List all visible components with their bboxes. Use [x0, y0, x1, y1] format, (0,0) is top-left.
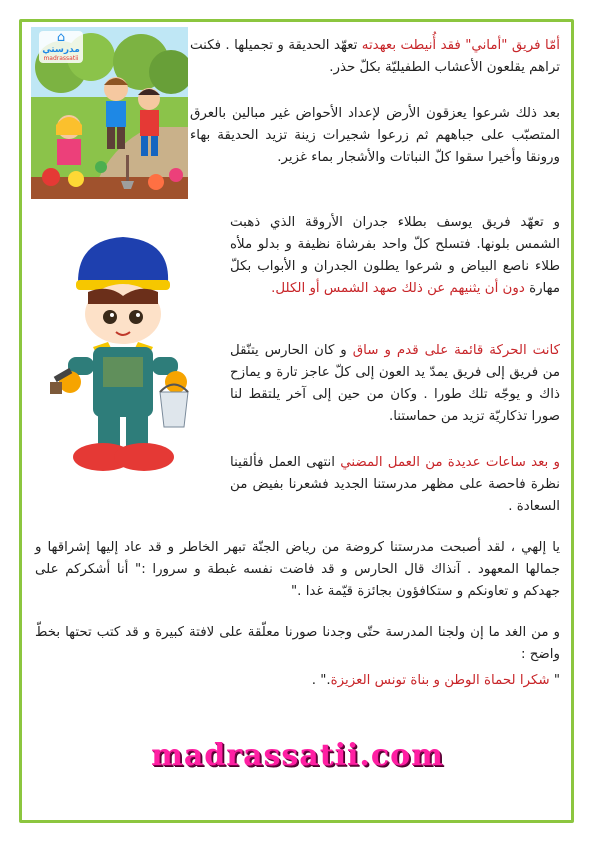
paragraph-6: [35, 537, 560, 603]
p8-open: ": [549, 673, 560, 688]
garden-illustration: [31, 27, 188, 199]
painter-boy-icon: [48, 222, 198, 482]
logo-latin: madrassatii: [43, 55, 79, 62]
p8-red: شكرا لحماة الوطن و بناة تونس العزيزة: [330, 673, 550, 688]
p1-red-lead: أمّا فريق "أماني" فقد أُنيطت بعهدته: [361, 38, 560, 53]
p3-text: و تعهّد فريق يوسف بطلاء جدران الأروقة الذي ذهبت الشمس بلونها. فتسلح كلّ واحد بفرشاة نظيفة و بدلو ملأه طلاء ناصع البياض و شرعوا يطلون الجدران و الأبواب بكلّ مهارة: [230, 215, 560, 296]
paragraph-8: [35, 670, 560, 692]
paragraph-7: [35, 622, 560, 666]
paragraph-4: [230, 340, 560, 428]
painter-illustration: [48, 222, 198, 482]
p1-text: تعهّد الحديقة و تجميلها . فكنت تراهم يقلعون الأعشاب الطفيليّة بكلّ حذر.: [190, 38, 560, 75]
paragraph-1: [190, 35, 560, 79]
paragraph-3: [230, 212, 560, 300]
p5-text: انتهى العمل فألقينا نظرة فاحصة على مظهر مدرستنا الجديد فشعرنا بفيض من السعادة .: [230, 455, 560, 514]
p3-red-tail: دون أن يثنيهم عن ذلك صهد الشمس أو الكلل.: [271, 281, 530, 296]
logo-icon: ⌂: [56, 30, 66, 45]
site-logo: [39, 31, 83, 63]
p7-text: و من الغد ما إن ولجنا المدرسة حتّى وجدنا صورنا معلّقة على لافتة كبيرة و قد كتب تحتها بخطّ واضح :: [35, 625, 560, 662]
paragraph-5: [230, 452, 560, 518]
paragraph-2: [190, 103, 560, 169]
p4-text: و كان الحارس يتنّقل من فريق إلى فريق يمدّ يد العون إلى كلّ عاجز تارة و يمازح ذاك و يوجّه تلك طورا . وكان من حين إلى آخر يلتقط لنا صورا تذكاريّة تزيد من حماستنا.: [230, 343, 560, 424]
footer-brand[interactable]: madrassatii.com: [151, 738, 444, 773]
p4-red-lead: كانت الحركة قائمة على قدم و ساق: [352, 343, 560, 358]
p8-close: ." .: [311, 673, 331, 688]
logo-arabic: مدرستي: [42, 45, 80, 55]
p5-red-lead: و بعد ساعات عديدة من العمل المضني: [340, 455, 560, 470]
p6-text: يا إلهي ، لقد أصبحت مدرستنا كروضة من رياض الجنّة تبهر الخاطر و قد عاد إليها إشراقها و جمالها المعهود . آنذاك قال الحارس و قد فاضت نفسه غبطة و سرورا :" أنا أشكركم على جهدكم و تعاونكم و ستكافؤون بجائزة قيّمة غدا .": [35, 540, 560, 599]
p2-text: بعد ذلك شرعوا يعزقون الأرض لإعداد الأحواض غير مبالين بالعرق المتصبّب على جباههم ثم زرعوا شجيرات زينة تزيد الحديقة بهاء ورونقا وأخيرا سقوا كلّ النباتات والأشجار بماء غزير.: [190, 106, 560, 165]
